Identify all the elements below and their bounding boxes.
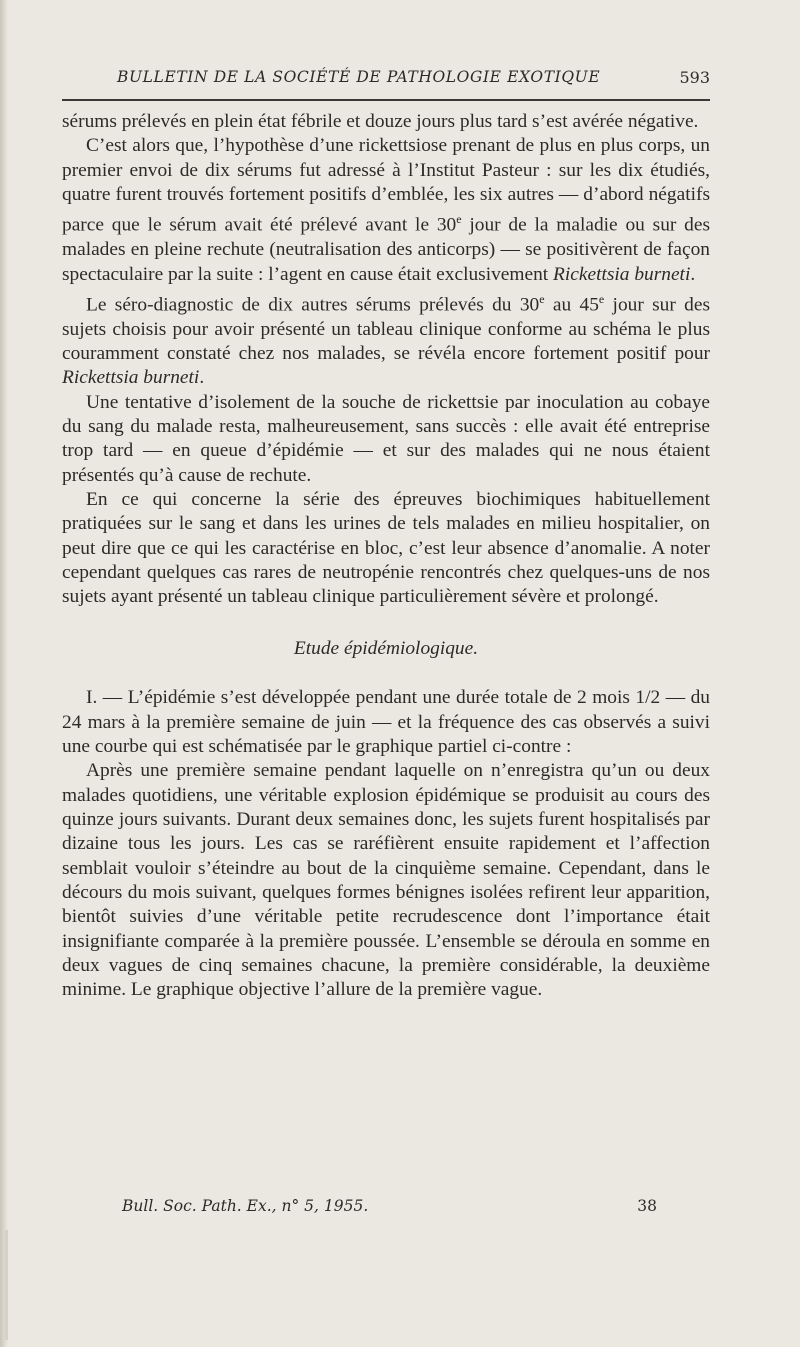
page-header xyxy=(62,68,710,94)
paragraph-2-middle: jour de la maladie ou sur des malades en pleine rechute (neutralisation des anticorps) — se positivèrent de façon spectaculaire par la suite : l’agent en cause était exclusivement xyxy=(62,214,710,285)
section-title: Etude épidémiologique. xyxy=(293,637,479,659)
paragraph-2-superscript: e xyxy=(456,212,462,227)
header-rule xyxy=(62,99,710,101)
page-footer xyxy=(122,1197,657,1219)
paragraph-2-start: C’est alors que, l’hypothèse d’une rickettsiose prenant de plus en plus corps, un premier envoi de dix sérums fut adressé à l’Institut Pasteur : sur les dix étudiés, quatre furent trouvés fortement positifs d’emblée, les six autres — d’abord négatifs parce que le sérum avait été prélevé avant le 30 xyxy=(62,135,710,236)
paragraph-3-superscript-1: e xyxy=(539,291,545,306)
paragraph-4: Une tentative d’isolement de la souche de rickettsie par inoculation au cobaye du sang du malade resta, malheureusement, sans succès : elle avait été entreprise trop tard — en queue d’épidémie — et sur des malades qui ne nous étaient présentés qu’à cause de rechute. xyxy=(62,391,710,486)
paragraph-3-part-b: au 45 xyxy=(544,294,599,316)
paragraph-3-species: Rickettsia burneti xyxy=(62,367,200,389)
paragraph-3-superscript-2: e xyxy=(598,291,605,306)
paragraph-3-end: . xyxy=(199,367,205,389)
paragraph-2-end: . xyxy=(690,263,696,285)
body-text xyxy=(62,110,710,1003)
paragraph-3 xyxy=(62,287,710,391)
paragraph-1: sérums prélevés en plein état fébrile et douze jours plus tard s’est avérée négative. xyxy=(62,111,699,132)
paragraph-7: Après une première semaine pendant laquelle on n’enregistra qu’un ou deux malades quotidiens, une véritable explosion épidémique se produisit au cours des quinze jours suivants. Durant deux semaines donc, les sujets furent hospitalisés par dizaine tous les jours. Les cas se raréfièrent ensuite rapidement et l’affection semblait vouloir s’éteindre au bout de la cinquième semaine. Cependant, dans le décours du mois suivant, quelques formes bénignes isolées refirent leur apparition, bientôt suivies d’une véritable petite recrudescence dont l’importance était insignifiante comparée à la première poussée. L’ensemble se déroula en somme en deux vagues de cinq semaines chacune, la première considérable, la deuxième minime. Le graphique objective l’allure de la première vague. xyxy=(62,760,710,1001)
paragraph-5: En ce qui concerne la série des épreuves biochimiques habituellement pratiquées sur le sang et dans les urines de tels malades en milieu hospitalier, on peut dire que ce qui les caractérise en bloc, c’est leur absence d’anomalie. A noter cependant quelques cas rares de neutropénie rencontrés chez quelques-uns de nos sujets ayant présenté un tableau clinique particulièrement sévère et prolongé. xyxy=(62,489,710,608)
paragraph-2-species: Rickettsia burneti xyxy=(553,263,691,285)
paragraph-2 xyxy=(62,134,710,287)
margin-edge xyxy=(5,1230,8,1340)
paragraph-6: I. — L’épidémie s’est développée pendant une durée totale de 2 mois 1/2 — du 24 mars à la première semaine de juin — et la fréquence des cas observés a suivi une courbe qui est schématisée par le graphique partiel ci-contre : xyxy=(62,687,710,757)
page-number: 593 xyxy=(679,68,710,87)
paragraph-3-part-c: jour sur des sujets choisis pour avoir présenté un tableau clinique conforme au schéma le plus couramment constaté chez nos malades, se révéla encore fortement positif pour xyxy=(62,294,710,365)
running-head: BULLETIN DE LA SOCIÉTÉ DE PATHOLOGIE EXOTIQUE xyxy=(117,68,601,86)
footer-citation: Bull. Soc. Path. Ex., n° 5, 1955. xyxy=(122,1197,369,1215)
page-binding-shadow xyxy=(0,0,8,1347)
signature-mark: 38 xyxy=(637,1197,657,1215)
paragraph-3-part-a: Le séro-diagnostic de dix autres sérums prélevés du 30 xyxy=(86,294,540,316)
